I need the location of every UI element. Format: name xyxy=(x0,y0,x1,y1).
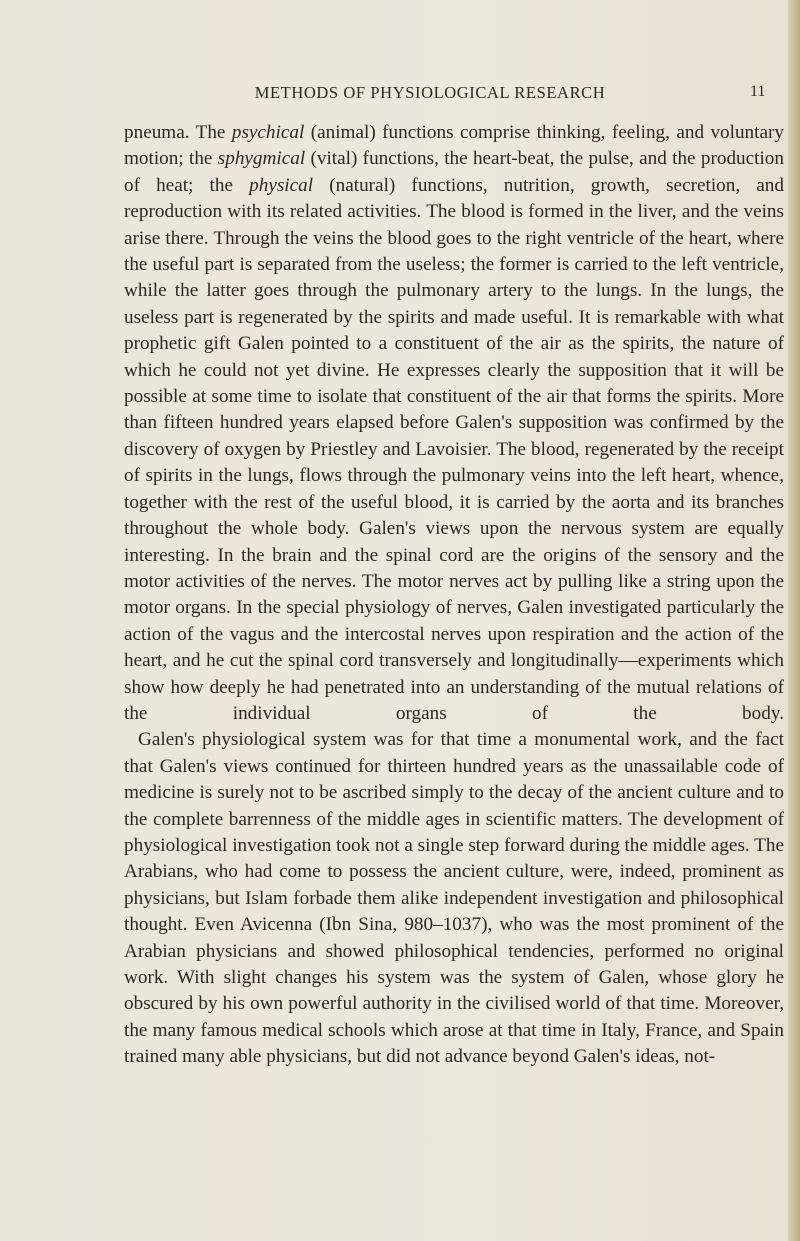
page-edge xyxy=(788,0,800,1241)
page-number: 11 xyxy=(750,83,766,100)
body-text xyxy=(124,120,784,1071)
text-run: pneuma. The xyxy=(124,122,232,143)
paragraph-1 xyxy=(124,120,784,727)
running-title: METHODS OF PHYSIOLOGICAL RESEARCH xyxy=(254,83,606,102)
page-header xyxy=(0,83,800,107)
italic-term-physical: physical xyxy=(249,174,314,196)
text-run: (natural) functions, nutrition, growth, secretion, and reproduction with its related activities. The blood is formed in the liver, and the veins arise there. Through the veins the blood goes to the right ventricle of the heart, where the useful part is separated from the useless; the former is carried to the left ventricle, while the latter goes through the pulmonary artery to the lungs. In the lungs, the useless part is regenerated by the spirits and made useful. It is remarkable with what prophetic gift Galen pointed to a constituent of the air as the spirits, the nature of which he could not yet divine. He expresses clearly the supposition that it will be possible at some time to isolate that constituent of the air that forms the spirits. More than fifteen hundred years elapsed before Galen's supposition was confirmed by the discovery of oxygen by Priestley and Lavoisier. The blood, regenerated by the receipt of spirits in the lungs, flows through the pulmonary veins into the left heart, whence, together with the rest of the useful blood, it is carried by the aorta and its branches throughout the whole body. Galen's views upon the nervous system are equally interesting. In the brain and the spinal cord are the origins of the sensory and the motor activities of the nerves. The motor nerves act by pulling like a string upon the motor organs. In the special physiology of nerves, Galen investigated particularly the action of the vagus and the intercostal nerves upon respiration and the action of the heart, and he cut the spinal cord transversely and longitudinally—experiments which show how deeply he had penetrated into an understanding of the mutual relations of the individual organs of the body. xyxy=(124,174,784,724)
italic-term-sphygmical: sphygmical xyxy=(217,148,306,170)
italic-term-psychical: psychical xyxy=(231,122,305,143)
paragraph-2: Galen's physiological system was for that time a monumental work, and the fact that Galen's views continued for thirteen hundred years as the unassailable code of medicine is surely not to be ascribed simply to the decay of the ancient culture and to the complete barrenness of the middle ages in scientific matters. The development of physiological investigation took not a single step forward during the middle ages. The Arabians, who had come to possess the ancient culture, were, indeed, prominent as physicians, but Islam forbade them alike independent investigation and philosophical thought. Even Avicenna (Ibn Sina, 980–1037), who was the most prominent of the Arabian physicians and showed philosophical tendencies, performed no original work. With slight changes his system was the system of Galen, whose glory he obscured by his own powerful authority in the civilised world of that time. Moreover, the many famous medical schools which arose at that time in Italy, France, and Spain trained many able physicians, but did not advance beyond Galen's ideas, not- xyxy=(124,729,784,1068)
text-run: (vital) functions, the heart-beat, the pulse, and the production of heat; the xyxy=(124,148,784,196)
text-run: (animal) functions comprise thinking, feeling, and voluntary motion; the xyxy=(124,122,784,170)
